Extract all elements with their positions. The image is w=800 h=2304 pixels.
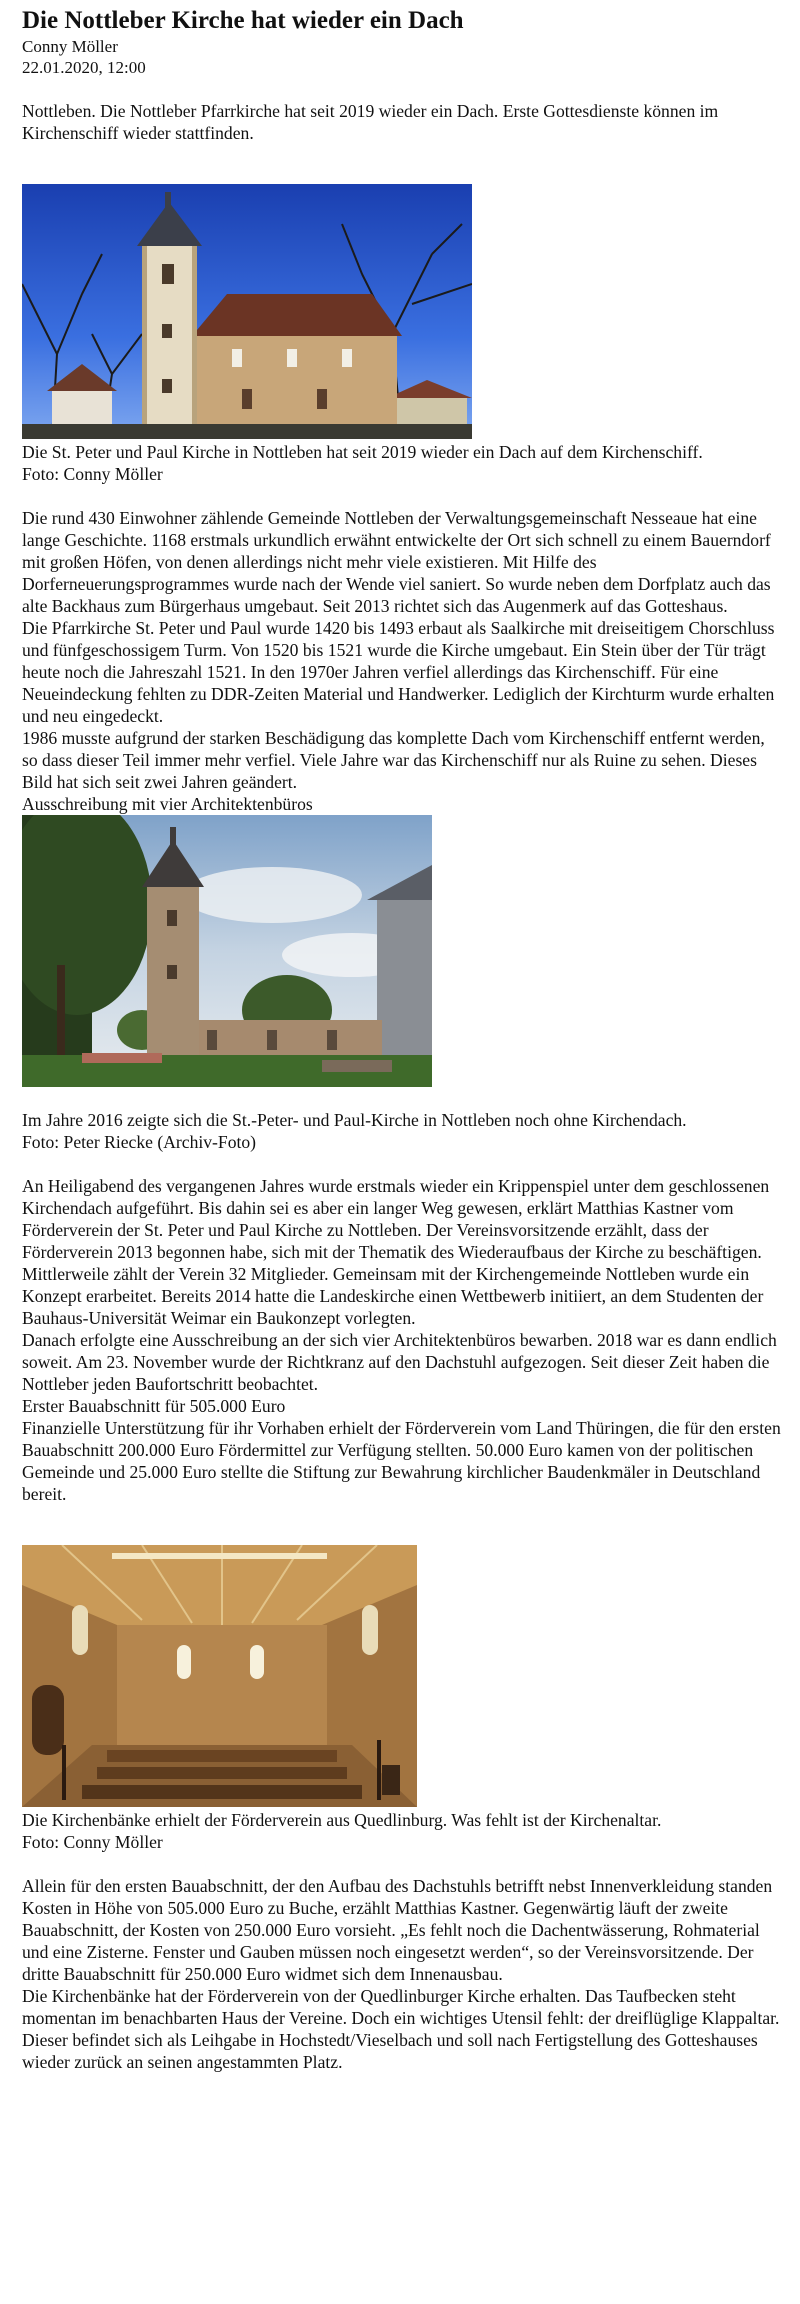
body-paragraph: Mittlerweile zählt der Verein 32 Mitglieder. Gemeinsam mit der Kirchengemeinde Nottleben wurde ein Konzept erarbeitet. Bereits 2014 hatte die Landeskirche einen Wettbewerb initiiert, an dem Studenten der Bauhaus-Universität Weimar ein Baukonzept vorlegten. [22, 1264, 764, 1328]
body-paragraph: Allein für den ersten Bauabschnitt, der den Aufbau des Dachstuhls betrifft nebst Innenverkleidung standen Kosten in Höhe von 505.000 Euro zu Buche, erzählt Matthias Kastner. Gegenwärtig läuft der zweite Bauabschnitt, der Kosten von 250.000 Euro vorsieht. „Es fehlt noch die Dachentwässerung, Rohmaterial und eine Zisterne. Fenster und Gauben müssen noch eingesetzt werden“, so der Vereinsvorsitzende. Der dritte Bauabschnitt für 250.000 Euro widmet sich dem Innenausbau. [22, 1876, 773, 1984]
body-paragraph: Finanzielle Unterstützung für ihr Vorhaben erhielt der Förderverein vom Land Thüringen, die für den ersten Bauabschnitt 200.000 Euro Fördermittel zur Verfügung stellten. 50.000 Euro kamen von der politischen Gemeinde und 25.000 Euro stellte die Stiftung zur Bewahrung kirchlicher Baudenkmäler in Deutschland bereit. [22, 1418, 781, 1504]
article-lead: Nottleben. Die Nottleber Pfarrkirche hat seit 2019 wieder ein Dach. Erste Gottesdienste können im Kirchenschiff wieder stattfinden. [22, 101, 719, 143]
figure-credit: Foto: Conny Möller [22, 464, 163, 484]
article-title: Die Nottleber Kirche hat wieder ein Dach [22, 7, 464, 34]
section-subheading: Ausschreibung mit vier Architektenbüros [22, 794, 313, 814]
figure-credit: Foto: Peter Riecke (Archiv-Foto) [22, 1132, 257, 1152]
figure-caption: Im Jahre 2016 zeigte sich die St.-Peter- und Paul-Kirche in Nottleben noch ohne Kirchendach. [22, 1110, 687, 1130]
body-paragraph: Die Kirchenbänke hat der Förderverein von der Quedlinburger Kirche erhalten. Das Taufbecken steht momentan im benachbarten Haus der Vereine. Doch ein wichtiges Utensil fehlt: der dreiflüglige Klappaltar. Dieser befindet sich als Leihgabe in Hochstedt/Vieselbach und soll nach Fertigstellung des Gotteshauses wieder zurück an seinen angestammten Platz. [22, 1986, 780, 2072]
body-paragraph: Die rund 430 Einwohner zählende Gemeinde Nottleben der Verwaltungsgemeinschaft Nesseaue hat eine lange Geschichte. 1168 erstmals urkundlich erwähnt entwickelte der Ort sich schnell zu einem Bauerndorf mit großen Höfen, von denen allerdings nicht mehr viele existieren. Mit Hilfe des Dorferneuerungsprogrammes wurde nach der Wende viel saniert. So wurde neben dem Dorfplatz auch das alte Backhaus zum Bürgerhaus umgebaut. Seit 2013 richtet sich das Augenmerk auf das Gotteshaus. [22, 508, 771, 616]
figure-caption: Die St. Peter und Paul Kirche in Nottleben hat seit 2019 wieder ein Dach auf dem Kirchenschiff. [22, 442, 703, 462]
church-interior-photo[interactable] [22, 1545, 417, 1807]
church-exterior-photo[interactable] [22, 184, 472, 439]
article [22, 0, 782, 2073]
body-paragraph: Danach erfolgte eine Ausschreibung an der sich vier Architektenbüros bewarben. 2018 war es dann endlich soweit. Am 23. November wurde der Richtkranz auf den Dachstuhl aufgezogen. Seit dieser Zeit haben die Nottleber jeden Baufortschritt beobachtet. [22, 1330, 777, 1394]
body-paragraph: 1986 musste aufgrund der starken Beschädigung das komplette Dach vom Kirchenschiff entfernt werden, so dass dieser Teil immer mehr verfiel. Viele Jahre war das Kirchenschiff nur als Ruine zu sehen. Dieses Bild hat sich seit zwei Jahren geändert. [22, 728, 765, 792]
figure-credit: Foto: Conny Möller [22, 1832, 163, 1852]
figure-caption: Die Kirchenbänke erhielt der Förderverein aus Quedlinburg. Was fehlt ist der Kirchenaltar. [22, 1810, 662, 1830]
section-subheading: Erster Bauabschnitt für 505.000 Euro [22, 1396, 286, 1416]
article-date: 22.01.2020, 12:00 [22, 58, 146, 77]
article-author: Conny Möller [22, 37, 118, 56]
body-paragraph: An Heiligabend des vergangenen Jahres wurde erstmals wieder ein Krippenspiel unter dem geschlossenen Kirchendach aufgeführt. Bis dahin sei es aber ein langer Weg gewesen, erklärt Matthias Kastner vom Förderverein der St. Peter und Paul Kirche zu Nottleben. Der Vereinsvorsitzende erzählt, dass der Förderverein 2013 begonnen habe, sich mit der Thematik des Wiederaufbaus der Kirche zu beschäftigen. [22, 1176, 770, 1262]
body-paragraph: Die Pfarrkirche St. Peter und Paul wurde 1420 bis 1493 erbaut als Saalkirche mit dreiseitigem Chorschluss und fünfgeschossigem Turm. Von 1520 bis 1521 wurde die Kirche umgebaut. Ein Stein über der Tür trägt heute noch die Jahreszahl 1521. In den 1970er Jahren verfiel allerdings das Kirchenschiff. Für eine Neueindeckung fehlten zu DDR-Zeiten Material und Handwerker. Lediglich der Kirchturm wurde erhalten und neu eingedeckt. [22, 618, 775, 726]
church-ruin-photo[interactable] [22, 815, 432, 1087]
